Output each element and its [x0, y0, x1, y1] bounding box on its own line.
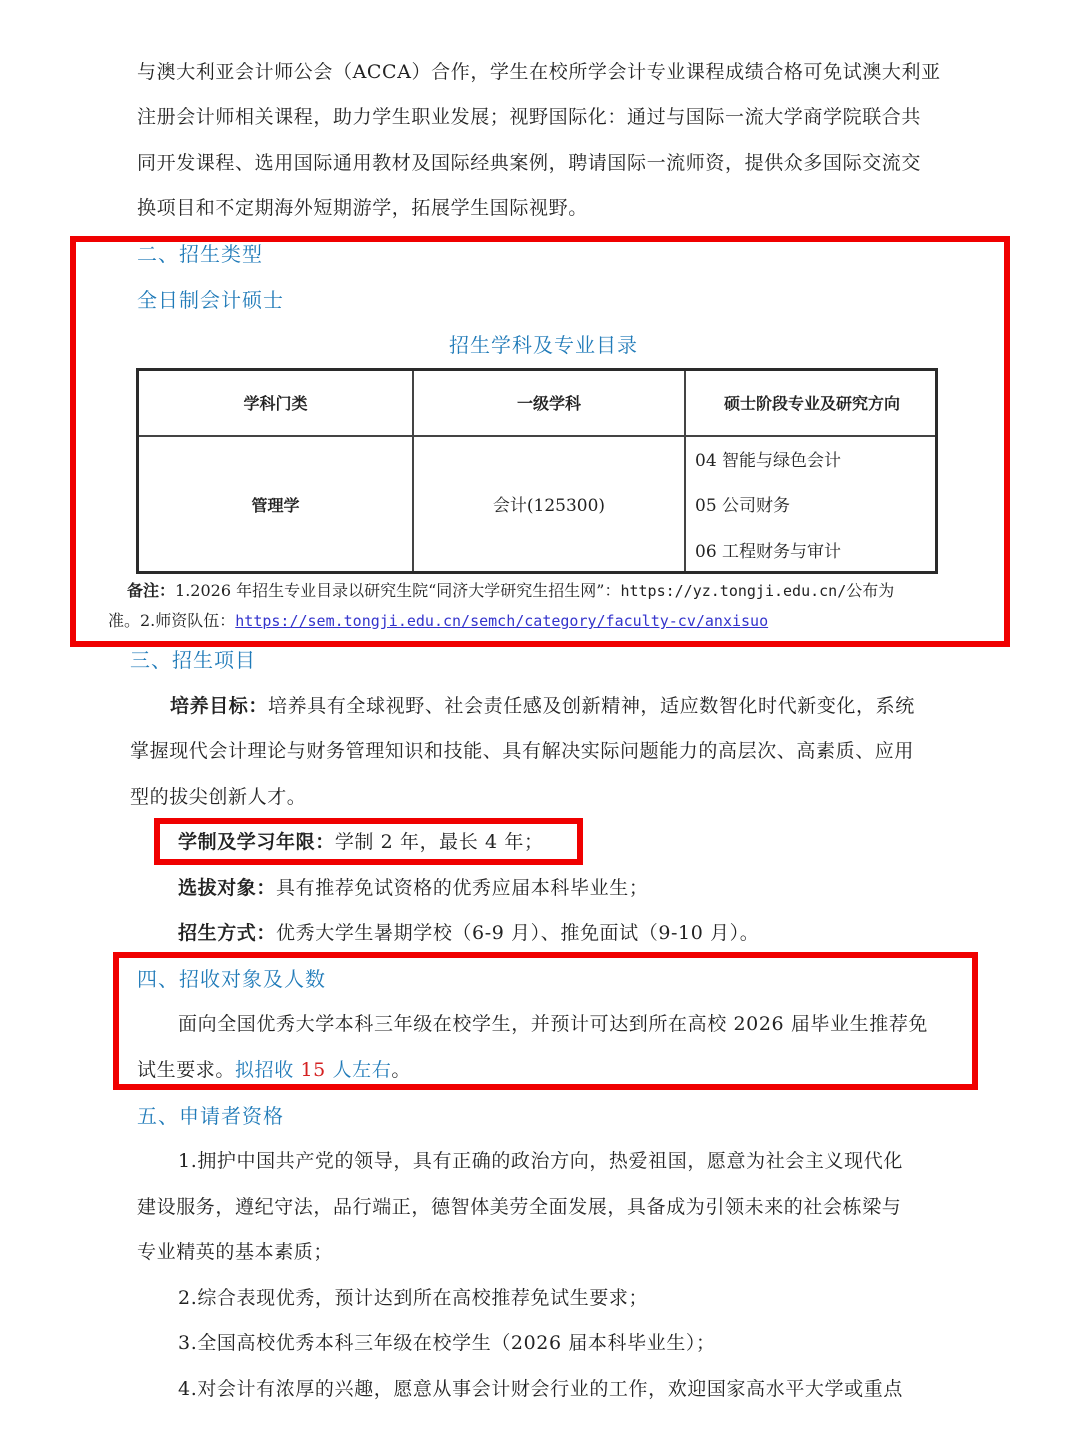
eligibility-item-1-line-1: 1.拥护中国共产党的领导，具有正确的政治方向，热爱祖国，愿意为社会主义现代化: [178, 1150, 903, 1172]
intro-line-1: 与澳大利亚会计师公会（ACCA）合作，学生在校所学会计专业课程成绩合格可免试澳大利亚: [137, 61, 941, 83]
eligibility-item-1-line-2: 建设服务，遵纪守法，品行端正，德智体美劳全面发展，具备成为引领未来的社会栋梁与: [137, 1196, 902, 1218]
quota-prefix: 拟招收: [235, 1059, 301, 1081]
method-line: [178, 921, 759, 945]
table-note-line-1: [127, 580, 894, 602]
table-note-line-2: [108, 610, 768, 632]
goal-line-3: 型的拔尖创新人才。: [130, 786, 307, 808]
section-heading-admission-type: 二、招生类型: [137, 242, 263, 266]
duration-value: 学制 2 年，最长 4 年；: [334, 831, 544, 853]
duration-label: 学制及学习年限：: [178, 831, 335, 853]
table-divider: [139, 435, 935, 437]
selection-label: 选拔对象：: [178, 877, 277, 899]
table-header-directions: 硕士阶段专业及研究方向: [723, 394, 900, 413]
subheading-full-time-mpacc: 全日制会计硕士: [137, 288, 284, 312]
table-header-discipline: 一级学科: [516, 394, 581, 413]
section-heading-quota: 四、招收对象及人数: [137, 967, 326, 991]
eligibility-item-2: 2.综合表现优秀，预计达到所在高校推荐免试生要求；: [178, 1287, 649, 1309]
quota-end: 。: [391, 1059, 411, 1081]
goal-line-2: 掌握现代会计理论与财务管理知识和技能、具有解决实际问题能力的高层次、高素质、应用: [130, 740, 915, 762]
goal-line-1: [170, 694, 915, 718]
quota-line-2: [137, 1058, 411, 1082]
intro-line-4: 换项目和不定期海外短期游学，拓展学生国际视野。: [137, 197, 588, 219]
eligibility-item-4: 4.对会计有浓厚的兴趣，愿意从事会计财会行业的工作，欢迎国家高水平大学或重点: [178, 1378, 903, 1400]
table-cell-direction-06: 06 工程财务与审计: [695, 542, 842, 562]
note-label: 备注：: [127, 581, 176, 600]
intro-line-3: 同开发课程、选用国际通用教材及国际经典案例，聘请国际一流师资，提供众多国际交流交: [137, 152, 922, 174]
table-header-category: 学科门类: [243, 394, 308, 413]
table-title: 招生学科及专业目录: [449, 333, 638, 357]
note-text-1: 1.2026 年招生专业目录以研究生院“同济大学研究生招生网”：: [175, 581, 621, 600]
eligibility-item-3: 3.全国高校优秀本科三年级在校学生（2026 届本科毕业生）；: [178, 1332, 716, 1354]
intro-line-2: 注册会计师相关课程，助力学生职业发展；视野国际化：通过与国际一流大学商学院联合共: [137, 106, 922, 128]
selection-value: 具有推荐免试资格的优秀应届本科毕业生；: [276, 877, 649, 899]
faculty-link[interactable]: https://sem.tongji.edu.cn/semch/category/faculty-cv/anxisuo: [235, 612, 769, 630]
table-cell-direction-05: 05 公司财务: [695, 496, 791, 516]
duration-line: [178, 830, 544, 854]
table-cell-category: 管理学: [251, 496, 300, 515]
quota-line-2-prefix: 试生要求。: [137, 1059, 236, 1081]
goal-text-1: 培养具有全球视野、社会责任感及创新精神，适应数智化时代新变化，系统: [268, 695, 915, 717]
table-cell-direction-04: 04 智能与绿色会计: [695, 451, 842, 471]
quota-suffix: 人左右: [325, 1059, 392, 1081]
quota-line-1: 面向全国优秀大学本科三年级在校学生，并预计可达到所在高校 2026 届毕业生推荐免: [178, 1013, 929, 1035]
quota-number: 15: [300, 1059, 326, 1081]
goal-label: 培养目标：: [170, 695, 269, 717]
method-label: 招生方式：: [178, 922, 277, 944]
note-suffix: 公布为: [846, 581, 895, 600]
section-heading-program: 三、招生项目: [130, 648, 256, 672]
program-catalog-table: [136, 368, 938, 574]
method-value: 优秀大学生暑期学校（6-9 月）、推免面试（9-10 月）。: [276, 922, 760, 944]
eligibility-item-1-line-3: 专业精英的基本素质；: [137, 1241, 334, 1263]
selection-line: [178, 876, 648, 900]
note-faculty-prefix: 准。2.师资队伍：: [108, 611, 236, 630]
section-heading-eligibility: 五、申请者资格: [137, 1104, 284, 1128]
table-cell-discipline: 会计(125300): [492, 496, 606, 516]
note-url-yz: https://yz.tongji.edu.cn/: [620, 582, 847, 600]
